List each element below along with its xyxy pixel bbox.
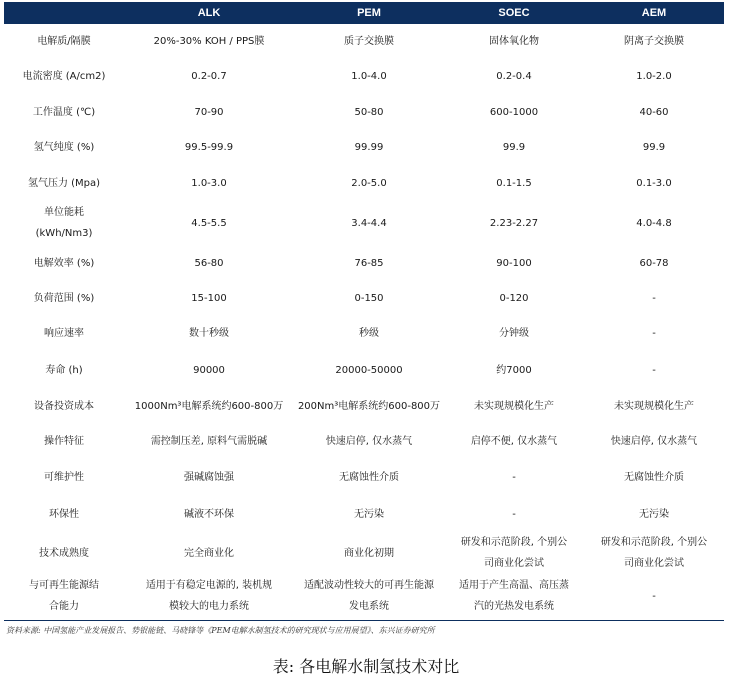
row-label: 可维护性 — [44, 472, 84, 483]
row-label: 技术成熟度 — [39, 547, 89, 559]
cell-aem: 阴离子交换膜 — [624, 36, 684, 47]
header-cell-soec: SOEC — [498, 7, 530, 19]
cell-pem: 快速启停, 仅水蒸气 — [325, 436, 413, 447]
cell-pem: 适配波动性较大的可再生能源 发电系统 — [304, 580, 434, 612]
table-header — [4, 2, 724, 24]
cell-soec: 分钟级 — [499, 328, 529, 339]
cell-aem: - — [652, 590, 656, 602]
header-cell-pem: PEM — [357, 7, 381, 19]
cell-soec: 约7000 — [496, 364, 532, 376]
row-label: 电流密度 (A/cm2) — [22, 71, 106, 82]
cell-alk: 强碱腐蚀强 — [184, 472, 234, 483]
cell-soec: 90-100 — [496, 257, 532, 269]
cell-pem: 200Nm³电解系统约600-800万 — [297, 400, 441, 412]
table-row — [4, 201, 724, 245]
cell-alk: 0.2-0.7 — [191, 71, 227, 82]
cell-aem: 研发和示范阶段, 个别公 司商业化尝试 — [600, 537, 708, 569]
table-row — [4, 315, 724, 352]
cell-pem: 秒级 — [359, 328, 379, 339]
cell-aem: 99.9 — [642, 142, 666, 153]
cell-alk: 碱液不环保 — [184, 508, 234, 520]
cell-soec: 600-1000 — [489, 106, 539, 118]
table-row — [4, 24, 724, 59]
cell-alk: 数十秒级 — [189, 328, 229, 339]
cell-soec: 研发和示范阶段, 个别公 司商业化尝试 — [460, 537, 568, 569]
table-row — [4, 424, 724, 459]
row-label: 氢气纯度 (%) — [33, 142, 95, 153]
row-label: 与可再生能源结 合能力 — [29, 580, 99, 612]
row-label: 单位能耗 (kWh/Nm3) — [35, 207, 93, 239]
table-row — [4, 165, 724, 201]
cell-soec: 适用于产生高温、高压蒸 汽的光热发电系统 — [459, 580, 569, 612]
cell-aem: - — [652, 364, 656, 376]
table-row — [4, 59, 724, 94]
cell-alk: 4.5-5.5 — [191, 217, 227, 229]
cell-alk: 20%-30% KOH / PPS膜 — [153, 36, 265, 47]
header-cell-blank — [4, 2, 124, 24]
cell-alk: 56-80 — [194, 257, 224, 269]
comparison-table — [4, 2, 724, 618]
cell-alk: 15-100 — [191, 292, 227, 304]
cell-soec: - — [512, 472, 516, 483]
header-cell-alk: ALK — [197, 7, 221, 19]
cell-alk: 适用于有稳定电源的, 装机规 模较大的电力系统 — [145, 580, 273, 612]
table-row — [4, 388, 724, 424]
cell-alk: 1000Nm³电解系统约600-800万 — [134, 400, 284, 412]
cell-pem: 无腐蚀性介质 — [339, 472, 399, 483]
cell-aem: 1.0-2.0 — [636, 71, 672, 82]
cell-alk: 99.5-99.9 — [184, 142, 234, 153]
cell-aem: 快速启停, 仅水蒸气 — [610, 436, 698, 447]
cell-soec: 未实现规模化生产 — [474, 400, 554, 412]
row-label: 电解效率 (%) — [33, 257, 95, 269]
cell-pem: 1.0-4.0 — [351, 71, 387, 82]
cell-pem: 50-80 — [354, 106, 384, 118]
cell-soec: 0-120 — [499, 292, 529, 304]
cell-soec: 0.1-1.5 — [496, 177, 532, 189]
table-row — [4, 496, 724, 532]
cell-aem: - — [652, 328, 656, 339]
source-note: 资料来源: 中国氢能产业发展报告、势银能链、马晓锋等《PEM电解水制氢技术的研究现状与应用展望》、东兴证券研究所 — [6, 626, 435, 635]
cell-pem: 3.4-4.4 — [351, 217, 387, 229]
cell-aem: 40-60 — [639, 106, 669, 118]
cell-aem: 无污染 — [639, 508, 669, 520]
cell-soec: 99.9 — [502, 142, 526, 153]
row-label: 设备投资成本 — [34, 400, 94, 412]
table-row — [4, 245, 724, 281]
cell-aem: 未实现规模化生产 — [614, 400, 694, 412]
cell-soec: - — [512, 508, 516, 520]
row-label: 环保性 — [49, 508, 79, 520]
cell-pem: 99.99 — [354, 142, 384, 153]
cell-alk: 90000 — [193, 364, 225, 376]
cell-alk: 70-90 — [194, 106, 224, 118]
cell-alk: 1.0-3.0 — [191, 177, 227, 189]
table-caption: 表: 各电解水制氢技术对比 — [272, 657, 460, 676]
cell-soec: 启停不便, 仅水蒸气 — [470, 436, 558, 447]
table-row — [4, 130, 724, 165]
table-bottom-rule — [4, 620, 724, 621]
cell-aem: 无腐蚀性介质 — [624, 472, 684, 483]
cell-alk: 需控制压差, 原料气需脱碱 — [150, 436, 268, 447]
cell-pem: 76-85 — [354, 257, 384, 269]
row-label: 电解质/隔膜 — [37, 36, 91, 47]
table-row — [4, 94, 724, 130]
cell-aem: 0.1-3.0 — [636, 177, 672, 189]
row-label: 操作特征 — [44, 436, 84, 447]
cell-soec: 0.2-0.4 — [496, 71, 532, 82]
table-row — [4, 574, 724, 618]
cell-pem: 无污染 — [354, 508, 384, 520]
cell-aem: 4.0-4.8 — [636, 217, 672, 229]
cell-pem: 质子交换膜 — [344, 36, 394, 47]
cell-pem: 2.0-5.0 — [351, 177, 387, 189]
row-label: 寿命 (h) — [45, 364, 83, 376]
cell-pem: 20000-50000 — [335, 364, 403, 376]
table-row — [4, 281, 724, 315]
row-label: 工作温度 (℃) — [32, 106, 96, 118]
row-label: 负荷范围 (%) — [33, 292, 95, 304]
cell-soec: 2.23-2.27 — [489, 217, 539, 229]
table-row — [4, 532, 724, 574]
cell-pem: 0-150 — [354, 292, 384, 304]
cell-aem: 60-78 — [639, 257, 669, 269]
cell-pem: 商业化初期 — [344, 547, 394, 559]
table-row — [4, 459, 724, 496]
cell-alk: 完全商业化 — [184, 547, 234, 559]
cell-aem: - — [652, 292, 656, 304]
table-body — [4, 24, 724, 618]
header-cell-aem: AEM — [641, 7, 667, 19]
row-label: 响应速率 — [44, 328, 84, 339]
row-label: 氢气压力 (Mpa) — [27, 177, 101, 189]
cell-soec: 固体氧化物 — [489, 36, 539, 47]
table-row — [4, 352, 724, 388]
